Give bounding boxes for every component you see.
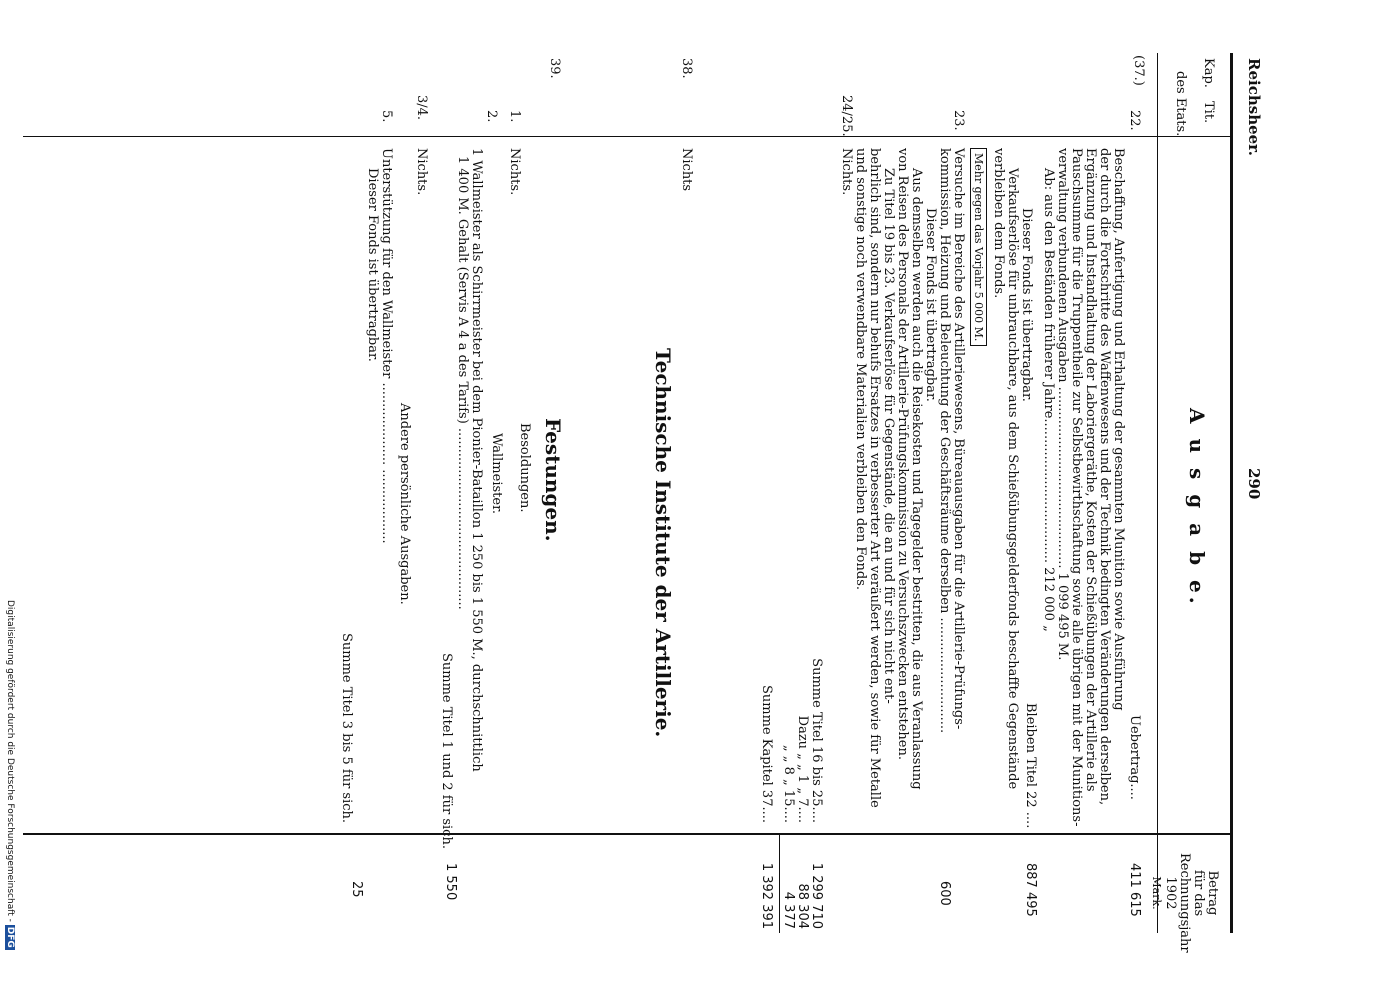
carry-over-label: Uebertrag.... (1127, 715, 1142, 800)
titel-24-25: 24/25. (839, 95, 854, 137)
note-line: Dieser Fonds ist übertragbar. (1019, 208, 1034, 402)
note-line: von Reisen des Personals der Artillerie-Prüfungskommission zu Versuchszwecken entstehen. (895, 148, 910, 761)
sum-amount: 88 304 (795, 883, 810, 929)
text-line: Unterstützung für den Wallmeister .................... .................. (379, 148, 394, 544)
titel-39-5: 5. (379, 110, 394, 123)
etats-label: des Etats. (1173, 71, 1188, 137)
kapitel-ref: (37.) (1131, 55, 1146, 86)
sum-rule (779, 835, 780, 933)
sum-label: Summe Kapitel 37.... (759, 685, 774, 823)
kapitel-39: 39. (547, 58, 562, 79)
amount-unit: Mark. (1150, 876, 1163, 910)
titel-39-1: 1. (507, 110, 522, 123)
kapitel-38-text: Nichts (679, 148, 694, 192)
andere-ausgaben-heading: Andere persönliche Ausgaben. (397, 403, 412, 605)
note-line: und sonstige noch verwendbare Materialien verbleiben den Fonds. (853, 148, 868, 591)
text-line: Ergänzung und Instandhaltung der Laboriergeräthe, Kosten der Schießübungen der Artillerie als (1083, 148, 1098, 792)
note-line: Dieser Fonds ist übertragbar. (923, 208, 938, 402)
col-kap-line (23, 136, 1233, 137)
top-rule (1230, 53, 1233, 933)
text-line: 1 Wallmeister als Schirrmeister bei dem Pionier-Bataillon 1 250 bis 1 550 M., durchschnittlich (469, 148, 484, 772)
text-line: Ab: aus den Beständen früherer Jahre................................... 212 000 „ (1041, 168, 1056, 632)
titel-22: 22. (1127, 110, 1142, 131)
kap-label: Kap. (1201, 58, 1216, 88)
titel-39-2: 2. (484, 110, 499, 123)
titel-23-amount: 600 (937, 881, 952, 906)
sum-titel-22-label: Bleiben Titel 22 .... (1023, 703, 1038, 829)
titel-39-5-amount: 25 (349, 881, 364, 898)
footer-credit: Digitalisierung gefördert durch die Deutsche Forschungsgemeinschaft - (5, 600, 15, 922)
sum-label: Summe Titel 16 bis 25.... (809, 658, 824, 823)
sum-amount: 1 299 710 (809, 862, 824, 929)
text-line: Versuche im Bereiche des Artilleriewesens, Büreauausgaben für die Artillerie-Prüfungs- (951, 148, 966, 730)
note-line: verbleiben dem Fonds. (991, 148, 1006, 299)
amount-header-line: Betrag (1205, 870, 1220, 916)
titel-24-25-text: Nichts. (839, 148, 854, 196)
titel-39-3-4-text: Nichts. (414, 148, 429, 196)
section-heading: Technische Institute der Artillerie. (651, 348, 675, 738)
text-line: verwaltung verbundenen Ausgaben ............................................ 1 099 495 M. (1055, 148, 1070, 661)
amount-header-line: Rechnungsjahr (1177, 853, 1192, 953)
summary-sums (759, 633, 823, 823)
note-line: Verkaufserlöse für unbrauchbare, aus dem Schießübungsgelderfonds beschaffte Gegenstände (1005, 168, 1020, 790)
carry-over-amount: 411 615 (1127, 863, 1142, 917)
sum-titel-3-5-label: Summe Titel 3 bis 5 für sich. (339, 633, 354, 824)
col-kap-sub (1193, 136, 1194, 137)
footer-text (5, 600, 14, 980)
sum-label: „ „ 8 „ 15.... (781, 744, 796, 823)
wallmeister-subtitle: Wallmeister. (489, 433, 504, 514)
page-number: 290 (1245, 468, 1263, 500)
kapitel-39-subheading: Besoldungen. (517, 423, 532, 513)
summary-amounts (759, 851, 823, 929)
dfg-logo: DFG (5, 926, 15, 948)
text-line: kommission, Heizung und Beleuchtung der Geschäftsräume derselben ............................ (937, 148, 952, 734)
titel-23-text (853, 148, 965, 808)
sum-amount: 1 392 391 (759, 862, 774, 929)
kapitel-38: 38. (679, 58, 694, 79)
note-line: Aus demselben werden auch die Reisekosten und Tagegelder bestritten, die aus Veranlassung (909, 168, 924, 790)
sum-titel-22-amount: 887 495 (1023, 863, 1038, 917)
sum-titel-1-2-label: Summe Titel 1 und 2 für sich. (439, 653, 454, 849)
amount-header (1149, 853, 1220, 953)
text-line: Dieser Fonds ist übertragbar. (365, 168, 380, 362)
titel-39-2-text (455, 148, 483, 772)
amount-header-line: für das (1191, 869, 1206, 917)
note-line: Zu Titel 19 bis 23. Verkaufserlöse für Gegenstände, die an und für sich nicht ent- (881, 168, 896, 704)
text-line: 1 400 M. Gehalt (Servis A 4 a des Tarifs) ............................................ (455, 156, 470, 610)
sum-label: Dazu „ „ 1 „ 7.... (795, 715, 810, 823)
titel-22-notes (991, 148, 1033, 789)
titel-39-2-amount: 1 550 (443, 863, 458, 901)
section-title: A u s g a b e. (1185, 408, 1209, 608)
titel-23: 23. (951, 110, 966, 131)
titel-22-text (1041, 148, 1125, 826)
kapitel-39-heading: Festungen. (541, 418, 565, 542)
text-line: Beschaffung, Anfertigung und Erhaltung der gesammten Munition sowie Ausführung (1111, 148, 1126, 711)
header-rule (1157, 53, 1158, 933)
amount-col-line (23, 833, 1233, 835)
tit-label: Tit. (1201, 101, 1216, 124)
titel-39-5-text (365, 148, 393, 544)
running-head-left: Reichsheer. (1245, 58, 1263, 156)
sum-amount: 4 377 (781, 891, 796, 929)
text-line: der durch die Fortschritte des Waffenwesens und der Technik bedingten Veränderungen derselben, (1097, 148, 1112, 806)
rotated-page (23, 13, 1283, 973)
note-line: behrlich sind, sondern nur behufs Ersatzes in verbesserter Art veräußert werden, sowie für Metalle (867, 148, 882, 808)
amount-header-line: 1902 (1163, 876, 1178, 910)
titel-39-1-text: Nichts. (507, 148, 522, 196)
titel-39-3-4: 3/4. (414, 95, 429, 121)
text-line: Pauschsumme für die Truppentheile zur Selbstbewirthschaftung sowie alle übrigen mit der Munitions- (1069, 148, 1084, 827)
boxed-note: Mehr gegen das Vorjahr 5 000 M. (970, 148, 987, 346)
footer-strip (0, 600, 16, 990)
